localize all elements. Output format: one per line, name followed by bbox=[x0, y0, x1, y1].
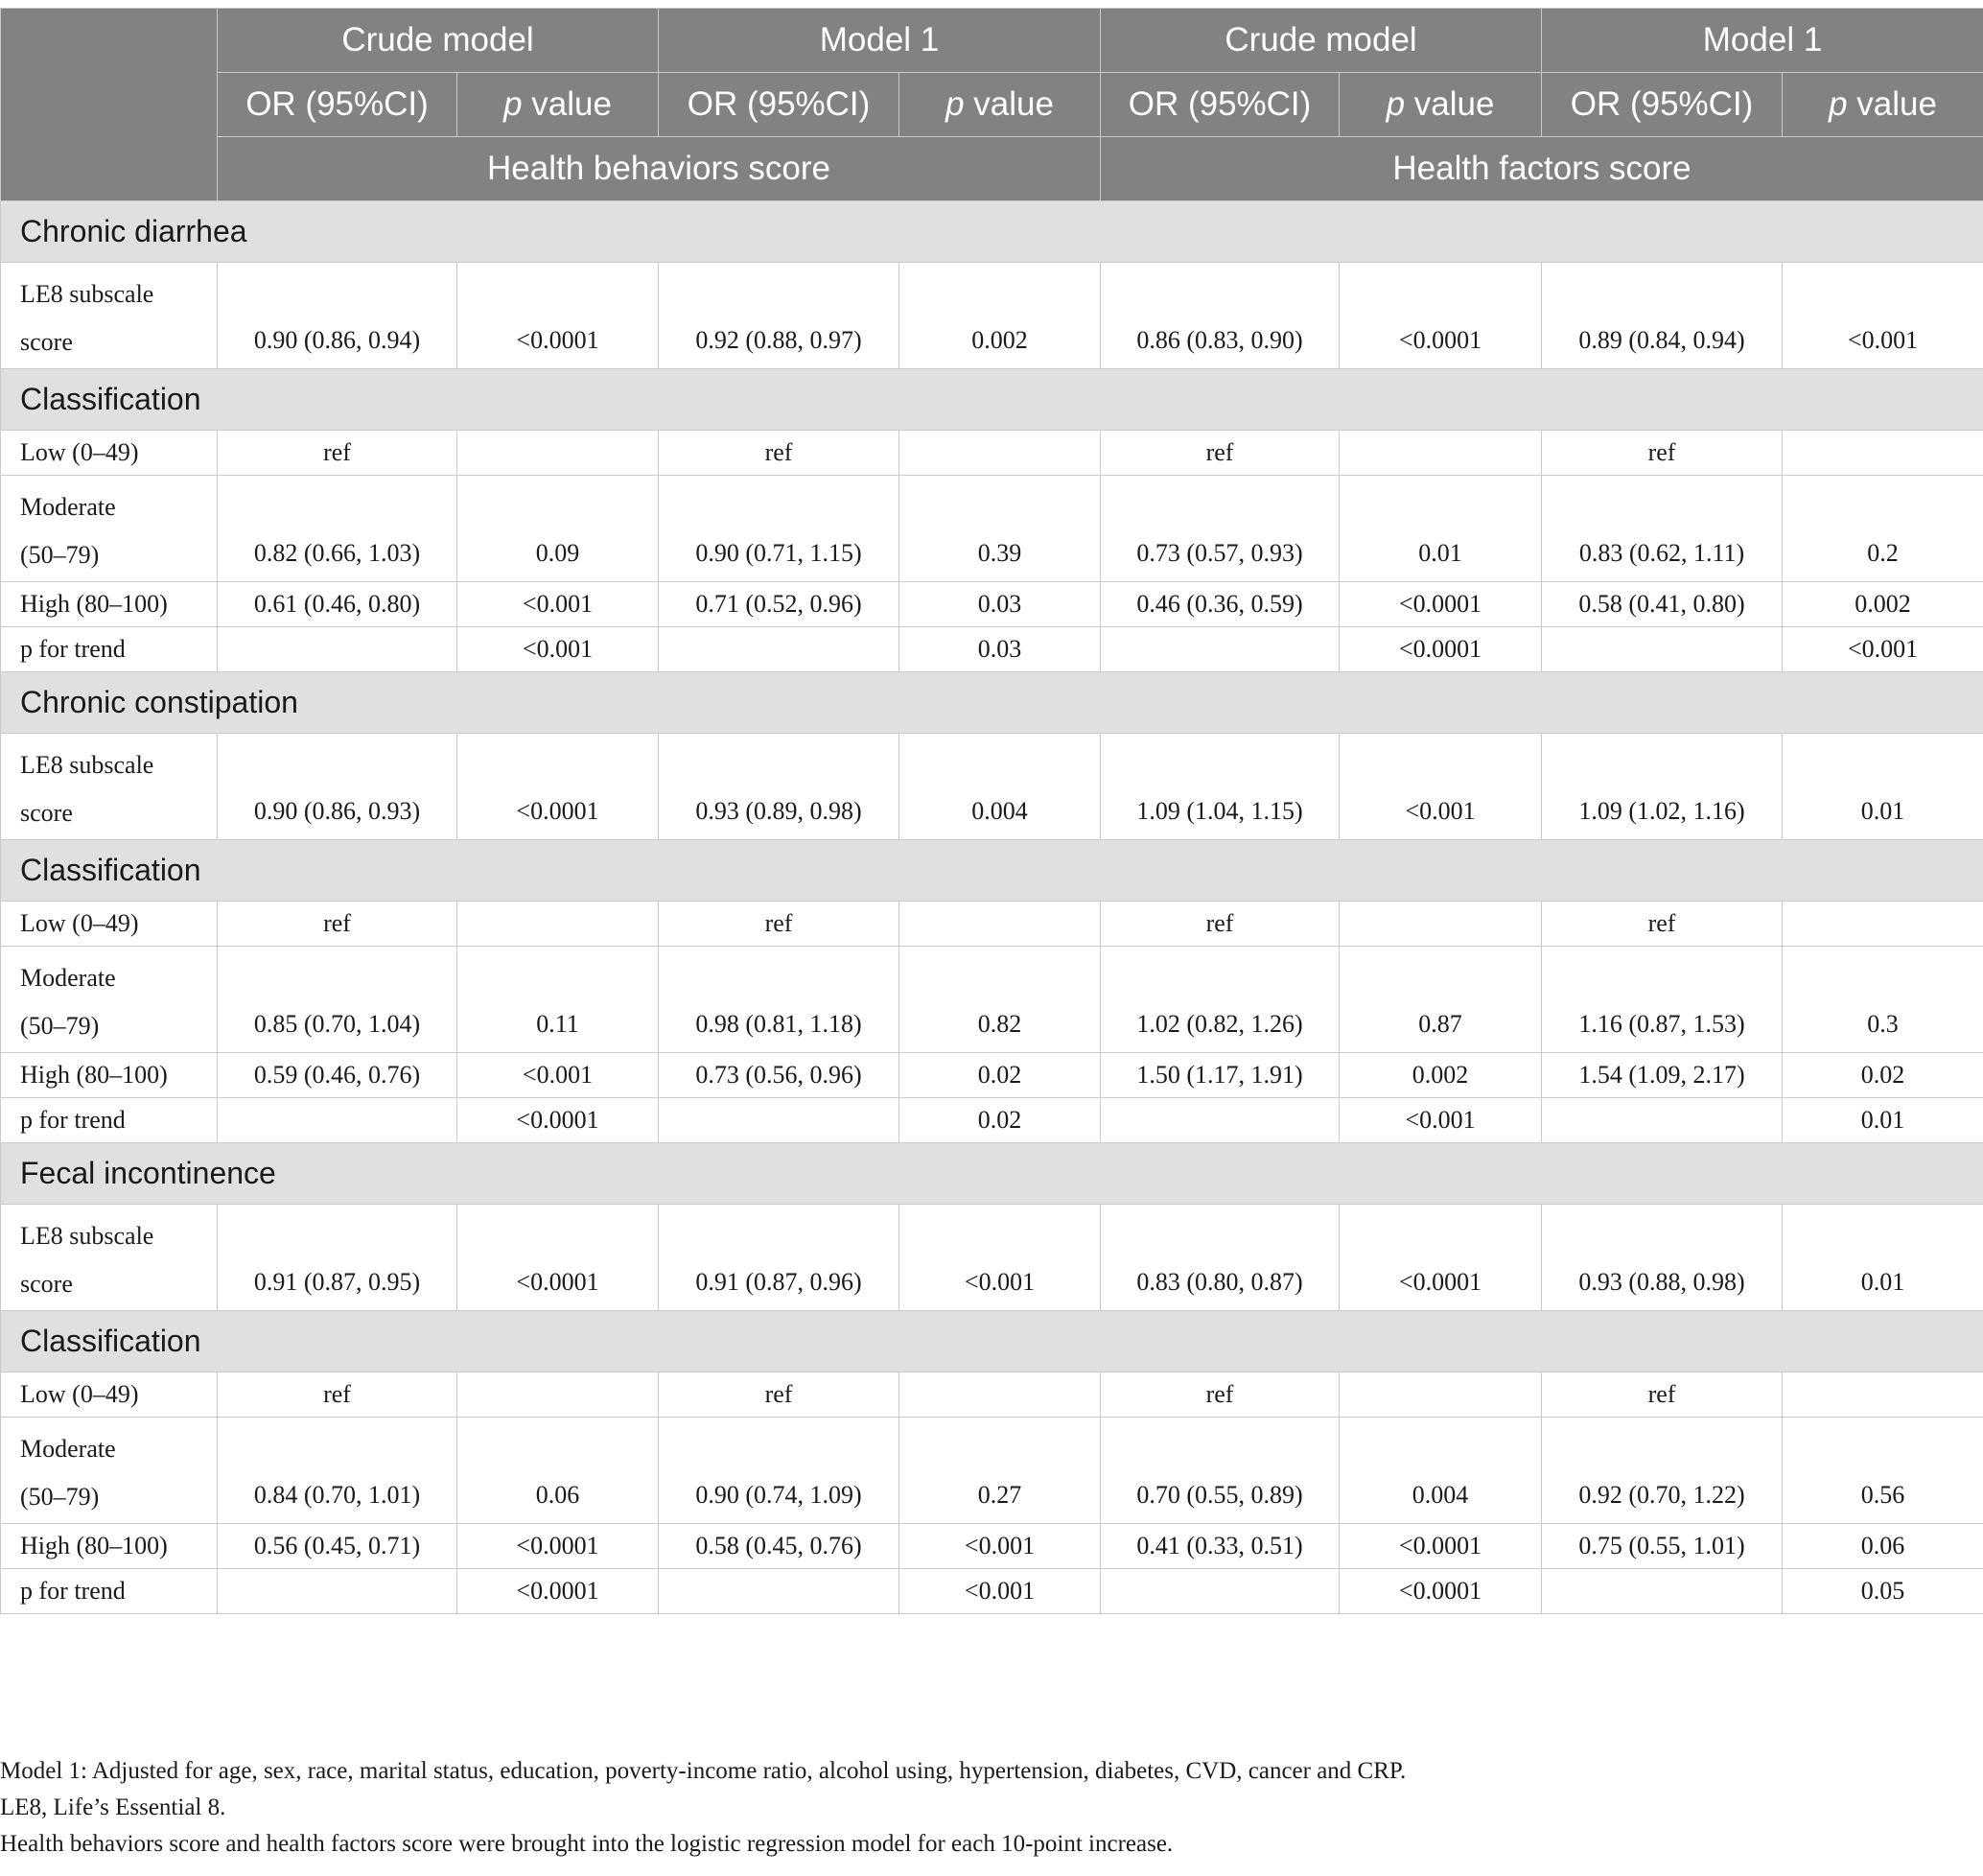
low-row bbox=[1, 431, 1983, 476]
p-value-cell: <0.0001 bbox=[1340, 1205, 1542, 1311]
header-p-rest: value bbox=[1405, 85, 1495, 123]
p-value-cell: <0.001 bbox=[1340, 734, 1542, 840]
p-value-cell: 0.01 bbox=[1783, 1098, 1983, 1143]
subscale-score-row bbox=[1, 263, 1983, 369]
p-value-cell: 0.004 bbox=[1340, 1418, 1542, 1524]
header-row-scores bbox=[1, 137, 1983, 201]
row-label-line: Moderate bbox=[20, 493, 116, 521]
or-cell: ref bbox=[1101, 1372, 1340, 1418]
row-label-line: score bbox=[20, 328, 73, 356]
header-row-models bbox=[1, 9, 1983, 73]
or-cell: 0.75 (0.55, 1.01) bbox=[1542, 1524, 1783, 1569]
table-footnotes bbox=[0, 1753, 1983, 1863]
high-row bbox=[1, 582, 1983, 627]
row-label: p for trend bbox=[1, 627, 218, 672]
or-cell: ref bbox=[659, 902, 899, 947]
header-or: OR (95%CI) bbox=[1542, 73, 1783, 137]
high-row bbox=[1, 1524, 1983, 1569]
or-cell: 0.93 (0.88, 0.98) bbox=[1542, 1205, 1783, 1311]
row-label-line: Moderate bbox=[20, 1435, 116, 1463]
p-value-cell bbox=[1783, 1372, 1983, 1418]
or-cell: 0.84 (0.70, 1.01) bbox=[218, 1418, 457, 1524]
p-value-cell: <0.0001 bbox=[457, 1569, 659, 1614]
header-p-italic: p bbox=[945, 85, 965, 123]
or-cell bbox=[1101, 1098, 1340, 1143]
or-cell: ref bbox=[1101, 902, 1340, 947]
row-label-line: score bbox=[20, 799, 73, 827]
header-p-rest: value bbox=[522, 85, 612, 123]
header-p-italic: p bbox=[1829, 85, 1848, 123]
or-cell bbox=[218, 1098, 457, 1143]
or-cell: 0.98 (0.81, 1.18) bbox=[659, 947, 899, 1053]
header-group: Model 1 bbox=[1542, 9, 1983, 73]
or-cell: 0.61 (0.46, 0.80) bbox=[218, 582, 457, 627]
or-cell bbox=[659, 627, 899, 672]
or-cell: 1.09 (1.02, 1.16) bbox=[1542, 734, 1783, 840]
subscale-score-row bbox=[1, 734, 1983, 840]
p-value-cell: <0.0001 bbox=[457, 1098, 659, 1143]
row-label: p for trend bbox=[1, 1569, 218, 1614]
section-classification bbox=[1, 1311, 1983, 1372]
p-value-cell: <0.0001 bbox=[457, 734, 659, 840]
p-value-cell: <0.0001 bbox=[457, 263, 659, 369]
p-value-cell: 0.002 bbox=[1783, 582, 1983, 627]
p-value-cell bbox=[1783, 902, 1983, 947]
subscale-score-row bbox=[1, 1205, 1983, 1311]
p-value-cell: <0.0001 bbox=[1340, 1524, 1542, 1569]
or-cell: 0.83 (0.80, 0.87) bbox=[1101, 1205, 1340, 1311]
p-value-cell: 0.03 bbox=[899, 627, 1101, 672]
p-value-cell: <0.0001 bbox=[1340, 263, 1542, 369]
row-label: Low (0–49) bbox=[1, 431, 218, 476]
p-value-cell bbox=[899, 1372, 1101, 1418]
p-value-cell bbox=[1783, 431, 1983, 476]
p-value-cell bbox=[457, 902, 659, 947]
row-label-line: LE8 subscale bbox=[20, 751, 154, 779]
trend-row bbox=[1, 1098, 1983, 1143]
or-cell: 1.02 (0.82, 1.26) bbox=[1101, 947, 1340, 1053]
p-value-cell: <0.0001 bbox=[1340, 1569, 1542, 1614]
p-value-cell: 0.01 bbox=[1783, 734, 1983, 840]
header-p bbox=[1340, 73, 1542, 137]
header-or: OR (95%CI) bbox=[1101, 73, 1340, 137]
p-value-cell: 0.02 bbox=[1783, 1053, 1983, 1098]
low-row bbox=[1, 1372, 1983, 1418]
p-value-cell: <0.001 bbox=[899, 1569, 1101, 1614]
or-cell: 0.56 (0.45, 0.71) bbox=[218, 1524, 457, 1569]
header-group: Crude model bbox=[218, 9, 659, 73]
or-cell bbox=[659, 1098, 899, 1143]
or-cell: 0.90 (0.86, 0.93) bbox=[218, 734, 457, 840]
p-value-cell bbox=[457, 431, 659, 476]
or-cell: 1.50 (1.17, 1.91) bbox=[1101, 1053, 1340, 1098]
or-cell: 0.83 (0.62, 1.11) bbox=[1542, 476, 1783, 582]
section-outcome bbox=[1, 201, 1983, 263]
p-value-cell: 0.39 bbox=[899, 476, 1101, 582]
row-label: Low (0–49) bbox=[1, 1372, 218, 1418]
p-value-cell: <0.001 bbox=[457, 627, 659, 672]
p-value-cell bbox=[1340, 431, 1542, 476]
p-value-cell: 0.05 bbox=[1783, 1569, 1983, 1614]
p-value-cell: 0.004 bbox=[899, 734, 1101, 840]
or-cell: ref bbox=[1542, 1372, 1783, 1418]
table-body bbox=[1, 201, 1983, 1614]
row-label-line: (50–79) bbox=[20, 1483, 100, 1511]
header-group: Model 1 bbox=[659, 9, 1101, 73]
or-cell: 1.54 (1.09, 2.17) bbox=[1542, 1053, 1783, 1098]
or-cell: 0.90 (0.86, 0.94) bbox=[218, 263, 457, 369]
row-label bbox=[1, 263, 218, 369]
moderate-row bbox=[1, 1418, 1983, 1524]
row-label: High (80–100) bbox=[1, 1524, 218, 1569]
or-cell: 0.91 (0.87, 0.95) bbox=[218, 1205, 457, 1311]
row-label bbox=[1, 734, 218, 840]
footnote: Health behaviors score and health factors score were brought into the logistic regression model for each 10-point increase. bbox=[0, 1831, 1174, 1857]
or-cell bbox=[218, 1569, 457, 1614]
section-outcome bbox=[1, 672, 1983, 734]
header-p bbox=[899, 73, 1101, 137]
row-label-line: (50–79) bbox=[20, 541, 100, 569]
or-cell bbox=[1101, 1569, 1340, 1614]
or-cell: ref bbox=[218, 902, 457, 947]
p-value-cell: <0.0001 bbox=[1340, 627, 1542, 672]
p-value-cell: <0.001 bbox=[899, 1524, 1101, 1569]
section-outcome bbox=[1, 1143, 1983, 1205]
results-table bbox=[0, 8, 1983, 1614]
or-cell bbox=[1542, 627, 1783, 672]
p-value-cell: <0.001 bbox=[1340, 1098, 1542, 1143]
or-cell: ref bbox=[218, 1372, 457, 1418]
or-cell: ref bbox=[1101, 431, 1340, 476]
p-value-cell: 0.02 bbox=[899, 1098, 1101, 1143]
row-label-line: LE8 subscale bbox=[20, 1222, 154, 1250]
or-cell: 0.90 (0.71, 1.15) bbox=[659, 476, 899, 582]
header-or: OR (95%CI) bbox=[218, 73, 457, 137]
section-outcome-title: Chronic diarrhea bbox=[1, 201, 1983, 263]
or-cell: 0.89 (0.84, 0.94) bbox=[1542, 263, 1783, 369]
row-label bbox=[1, 947, 218, 1053]
row-label-line: (50–79) bbox=[20, 1012, 100, 1040]
p-value-cell: <0.0001 bbox=[457, 1205, 659, 1311]
p-value-cell bbox=[899, 431, 1101, 476]
header-p-italic: p bbox=[503, 85, 523, 123]
row-label: Low (0–49) bbox=[1, 902, 218, 947]
p-value-cell: 0.3 bbox=[1783, 947, 1983, 1053]
footnote: Model 1: Adjusted for age, sex, race, marital status, education, poverty-income ratio, alcohol using, hypertension, diabetes, CVD, cancer and CRP. bbox=[0, 1758, 1407, 1784]
or-cell: 0.41 (0.33, 0.51) bbox=[1101, 1524, 1340, 1569]
p-value-cell: <0.001 bbox=[457, 582, 659, 627]
or-cell: 0.58 (0.45, 0.76) bbox=[659, 1524, 899, 1569]
low-row bbox=[1, 902, 1983, 947]
p-value-cell: <0.001 bbox=[457, 1053, 659, 1098]
p-value-cell: <0.001 bbox=[1783, 263, 1983, 369]
or-cell bbox=[1542, 1569, 1783, 1614]
or-cell: 0.71 (0.52, 0.96) bbox=[659, 582, 899, 627]
p-value-cell: 0.002 bbox=[1340, 1053, 1542, 1098]
or-cell: 0.90 (0.74, 1.09) bbox=[659, 1418, 899, 1524]
moderate-row bbox=[1, 947, 1983, 1053]
or-cell bbox=[1542, 1098, 1783, 1143]
p-value-cell: <0.001 bbox=[1783, 627, 1983, 672]
or-cell: 1.09 (1.04, 1.15) bbox=[1101, 734, 1340, 840]
p-value-cell bbox=[1340, 1372, 1542, 1418]
or-cell: 0.85 (0.70, 1.04) bbox=[218, 947, 457, 1053]
or-cell: ref bbox=[659, 431, 899, 476]
or-cell: 0.91 (0.87, 0.96) bbox=[659, 1205, 899, 1311]
header-score: Health behaviors score bbox=[218, 137, 1101, 201]
or-cell: 0.92 (0.88, 0.97) bbox=[659, 263, 899, 369]
moderate-row bbox=[1, 476, 1983, 582]
or-cell: 0.93 (0.89, 0.98) bbox=[659, 734, 899, 840]
p-value-cell: 0.06 bbox=[1783, 1524, 1983, 1569]
header-corner bbox=[1, 9, 218, 201]
or-cell: 1.16 (0.87, 1.53) bbox=[1542, 947, 1783, 1053]
section-outcome-title: Fecal incontinence bbox=[1, 1143, 1983, 1205]
row-label-line: Moderate bbox=[20, 964, 116, 992]
p-value-cell: <0.0001 bbox=[1340, 582, 1542, 627]
section-classification bbox=[1, 369, 1983, 431]
or-cell: 0.73 (0.57, 0.93) bbox=[1101, 476, 1340, 582]
section-classification-title: Classification bbox=[1, 840, 1983, 902]
p-value-cell: 0.01 bbox=[1340, 476, 1542, 582]
or-cell: 0.70 (0.55, 0.89) bbox=[1101, 1418, 1340, 1524]
p-value-cell: 0.06 bbox=[457, 1418, 659, 1524]
or-cell bbox=[1101, 627, 1340, 672]
or-cell: 0.73 (0.56, 0.96) bbox=[659, 1053, 899, 1098]
or-cell: 0.86 (0.83, 0.90) bbox=[1101, 263, 1340, 369]
header-p-italic: p bbox=[1386, 85, 1406, 123]
p-value-cell: 0.87 bbox=[1340, 947, 1542, 1053]
p-value-cell: 0.002 bbox=[899, 263, 1101, 369]
section-classification bbox=[1, 840, 1983, 902]
p-value-cell: 0.11 bbox=[457, 947, 659, 1053]
header-p bbox=[457, 73, 659, 137]
row-label bbox=[1, 1418, 218, 1524]
or-cell: ref bbox=[1542, 431, 1783, 476]
or-cell: ref bbox=[218, 431, 457, 476]
p-value-cell: <0.001 bbox=[899, 1205, 1101, 1311]
header-row-stats bbox=[1, 73, 1983, 137]
header-group: Crude model bbox=[1101, 9, 1542, 73]
row-label: High (80–100) bbox=[1, 582, 218, 627]
p-value-cell: 0.27 bbox=[899, 1418, 1101, 1524]
row-label-line: LE8 subscale bbox=[20, 280, 154, 308]
header-p-rest: value bbox=[1847, 85, 1937, 123]
header-score: Health factors score bbox=[1101, 137, 1983, 201]
trend-row bbox=[1, 1569, 1983, 1614]
row-label: High (80–100) bbox=[1, 1053, 218, 1098]
trend-row bbox=[1, 627, 1983, 672]
p-value-cell: <0.0001 bbox=[457, 1524, 659, 1569]
section-classification-title: Classification bbox=[1, 369, 1983, 431]
or-cell bbox=[218, 627, 457, 672]
p-value-cell: 0.02 bbox=[899, 1053, 1101, 1098]
p-value-cell: 0.09 bbox=[457, 476, 659, 582]
p-value-cell: 0.01 bbox=[1783, 1205, 1983, 1311]
or-cell: ref bbox=[1542, 902, 1783, 947]
p-value-cell: 0.82 bbox=[899, 947, 1101, 1053]
header-p bbox=[1783, 73, 1983, 137]
or-cell: 0.58 (0.41, 0.80) bbox=[1542, 582, 1783, 627]
row-label: p for trend bbox=[1, 1098, 218, 1143]
p-value-cell: 0.03 bbox=[899, 582, 1101, 627]
or-cell: ref bbox=[659, 1372, 899, 1418]
high-row bbox=[1, 1053, 1983, 1098]
header-p-rest: value bbox=[964, 85, 1054, 123]
or-cell: 0.82 (0.66, 1.03) bbox=[218, 476, 457, 582]
footnote: LE8, Life’s Essential 8. bbox=[0, 1794, 226, 1820]
p-value-cell: 0.2 bbox=[1783, 476, 1983, 582]
or-cell: 0.92 (0.70, 1.22) bbox=[1542, 1418, 1783, 1524]
row-label bbox=[1, 476, 218, 582]
or-cell: 0.59 (0.46, 0.76) bbox=[218, 1053, 457, 1098]
header-or: OR (95%CI) bbox=[659, 73, 899, 137]
row-label-line: score bbox=[20, 1270, 73, 1298]
section-classification-title: Classification bbox=[1, 1311, 1983, 1372]
section-outcome-title: Chronic constipation bbox=[1, 672, 1983, 734]
p-value-cell: 0.56 bbox=[1783, 1418, 1983, 1524]
or-cell bbox=[659, 1569, 899, 1614]
p-value-cell bbox=[457, 1372, 659, 1418]
p-value-cell bbox=[899, 902, 1101, 947]
row-label bbox=[1, 1205, 218, 1311]
p-value-cell bbox=[1340, 902, 1542, 947]
or-cell: 0.46 (0.36, 0.59) bbox=[1101, 582, 1340, 627]
